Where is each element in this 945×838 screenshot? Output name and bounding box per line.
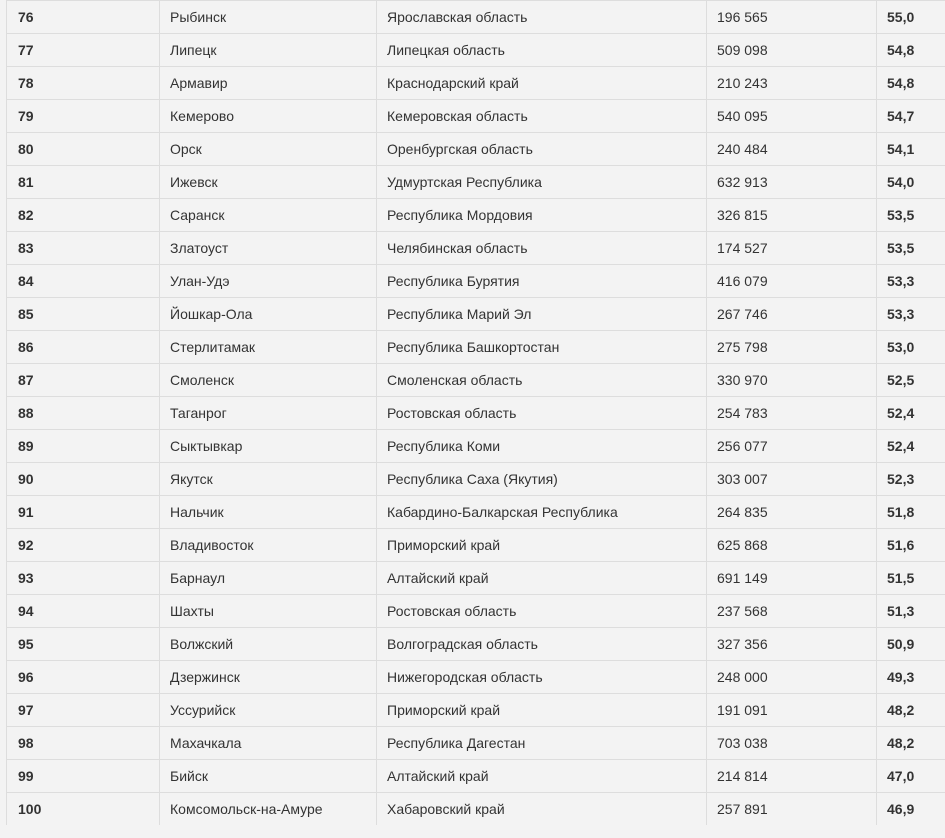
table-row [7,793,945,826]
table-body [7,1,945,826]
population-cell: 196 565 [707,1,877,34]
city-cell: Ижевск [160,166,377,199]
rank-cell: 77 [7,34,160,67]
score-cell: 53,5 [877,232,945,265]
table-row [7,67,945,100]
table-row [7,463,945,496]
city-cell: Липецк [160,34,377,67]
region-cell: Волгоградская область [377,628,707,661]
city-cell: Таганрог [160,397,377,430]
score-cell: 52,4 [877,397,945,430]
population-cell: 509 098 [707,34,877,67]
score-cell: 53,3 [877,265,945,298]
table-row [7,595,945,628]
rank-cell: 87 [7,364,160,397]
city-cell: Орск [160,133,377,166]
table-row [7,331,945,364]
rank-cell: 82 [7,199,160,232]
rank-cell: 94 [7,595,160,628]
region-cell: Приморский край [377,529,707,562]
score-cell: 54,8 [877,67,945,100]
table-row [7,562,945,595]
city-ranking-table [6,0,945,825]
city-cell: Армавир [160,67,377,100]
city-cell: Смоленск [160,364,377,397]
score-cell: 53,0 [877,331,945,364]
table-row [7,364,945,397]
rank-cell: 100 [7,793,160,826]
score-cell: 52,4 [877,430,945,463]
region-cell: Кабардино-Балкарская Республика [377,496,707,529]
score-cell: 51,5 [877,562,945,595]
city-cell: Рыбинск [160,1,377,34]
rank-cell: 76 [7,1,160,34]
score-cell: 55,0 [877,1,945,34]
city-cell: Сыктывкар [160,430,377,463]
rank-cell: 91 [7,496,160,529]
city-cell: Дзержинск [160,661,377,694]
region-cell: Республика Марий Эл [377,298,707,331]
rank-cell: 84 [7,265,160,298]
population-cell: 214 814 [707,760,877,793]
score-cell: 54,7 [877,100,945,133]
score-cell: 51,6 [877,529,945,562]
rank-cell: 85 [7,298,160,331]
rank-cell: 88 [7,397,160,430]
region-cell: Хабаровский край [377,793,707,826]
city-cell: Йошкар-Ола [160,298,377,331]
population-cell: 703 038 [707,727,877,760]
population-cell: 240 484 [707,133,877,166]
table-row [7,628,945,661]
region-cell: Кемеровская область [377,100,707,133]
region-cell: Приморский край [377,694,707,727]
city-cell: Саранск [160,199,377,232]
score-cell: 49,3 [877,661,945,694]
rank-cell: 98 [7,727,160,760]
region-cell: Нижегородская область [377,661,707,694]
population-cell: 248 000 [707,661,877,694]
region-cell: Челябинская область [377,232,707,265]
table-row [7,727,945,760]
region-cell: Алтайский край [377,760,707,793]
rank-cell: 79 [7,100,160,133]
table-row [7,34,945,67]
region-cell: Смоленская область [377,364,707,397]
population-cell: 237 568 [707,595,877,628]
population-cell: 540 095 [707,100,877,133]
population-cell: 267 746 [707,298,877,331]
city-cell: Якутск [160,463,377,496]
table-row [7,397,945,430]
table-row [7,100,945,133]
region-cell: Удмуртская Республика [377,166,707,199]
score-cell: 52,3 [877,463,945,496]
rank-cell: 81 [7,166,160,199]
population-cell: 257 891 [707,793,877,826]
rank-cell: 97 [7,694,160,727]
table-row [7,529,945,562]
city-cell: Комсомольск-на-Амуре [160,793,377,826]
city-cell: Барнаул [160,562,377,595]
region-cell: Краснодарский край [377,67,707,100]
city-ranking-table-container [6,0,945,825]
city-cell: Уссурийск [160,694,377,727]
score-cell: 54,0 [877,166,945,199]
table-row [7,496,945,529]
table-row [7,265,945,298]
score-cell: 48,2 [877,694,945,727]
score-cell: 53,5 [877,199,945,232]
score-cell: 51,8 [877,496,945,529]
population-cell: 191 091 [707,694,877,727]
population-cell: 326 815 [707,199,877,232]
table-row [7,232,945,265]
population-cell: 330 970 [707,364,877,397]
city-cell: Стерлитамак [160,331,377,364]
table-row [7,1,945,34]
score-cell: 54,1 [877,133,945,166]
city-cell: Волжский [160,628,377,661]
region-cell: Республика Саха (Якутия) [377,463,707,496]
rank-cell: 83 [7,232,160,265]
region-cell: Алтайский край [377,562,707,595]
city-cell: Златоуст [160,232,377,265]
population-cell: 625 868 [707,529,877,562]
population-cell: 275 798 [707,331,877,364]
population-cell: 303 007 [707,463,877,496]
population-cell: 264 835 [707,496,877,529]
score-cell: 48,2 [877,727,945,760]
population-cell: 256 077 [707,430,877,463]
population-cell: 632 913 [707,166,877,199]
table-row [7,430,945,463]
population-cell: 254 783 [707,397,877,430]
city-cell: Владивосток [160,529,377,562]
table-row [7,298,945,331]
table-row [7,661,945,694]
score-cell: 50,9 [877,628,945,661]
rank-cell: 86 [7,331,160,364]
rank-cell: 99 [7,760,160,793]
population-cell: 691 149 [707,562,877,595]
score-cell: 54,8 [877,34,945,67]
city-cell: Бийск [160,760,377,793]
table-row [7,694,945,727]
score-cell: 52,5 [877,364,945,397]
region-cell: Ростовская область [377,397,707,430]
table-row [7,133,945,166]
region-cell: Республика Башкортостан [377,331,707,364]
rank-cell: 92 [7,529,160,562]
score-cell: 51,3 [877,595,945,628]
rank-cell: 89 [7,430,160,463]
population-cell: 327 356 [707,628,877,661]
region-cell: Республика Мордовия [377,199,707,232]
score-cell: 46,9 [877,793,945,826]
table-row [7,760,945,793]
city-cell: Нальчик [160,496,377,529]
region-cell: Ярославская область [377,1,707,34]
population-cell: 210 243 [707,67,877,100]
table-row [7,166,945,199]
rank-cell: 93 [7,562,160,595]
city-cell: Кемерово [160,100,377,133]
rank-cell: 90 [7,463,160,496]
region-cell: Республика Бурятия [377,265,707,298]
population-cell: 416 079 [707,265,877,298]
region-cell: Республика Дагестан [377,727,707,760]
score-cell: 53,3 [877,298,945,331]
rank-cell: 80 [7,133,160,166]
city-cell: Улан-Удэ [160,265,377,298]
region-cell: Республика Коми [377,430,707,463]
city-cell: Махачкала [160,727,377,760]
score-cell: 47,0 [877,760,945,793]
region-cell: Ростовская область [377,595,707,628]
rank-cell: 96 [7,661,160,694]
rank-cell: 78 [7,67,160,100]
table-row [7,199,945,232]
region-cell: Оренбургская область [377,133,707,166]
rank-cell: 95 [7,628,160,661]
population-cell: 174 527 [707,232,877,265]
region-cell: Липецкая область [377,34,707,67]
city-cell: Шахты [160,595,377,628]
